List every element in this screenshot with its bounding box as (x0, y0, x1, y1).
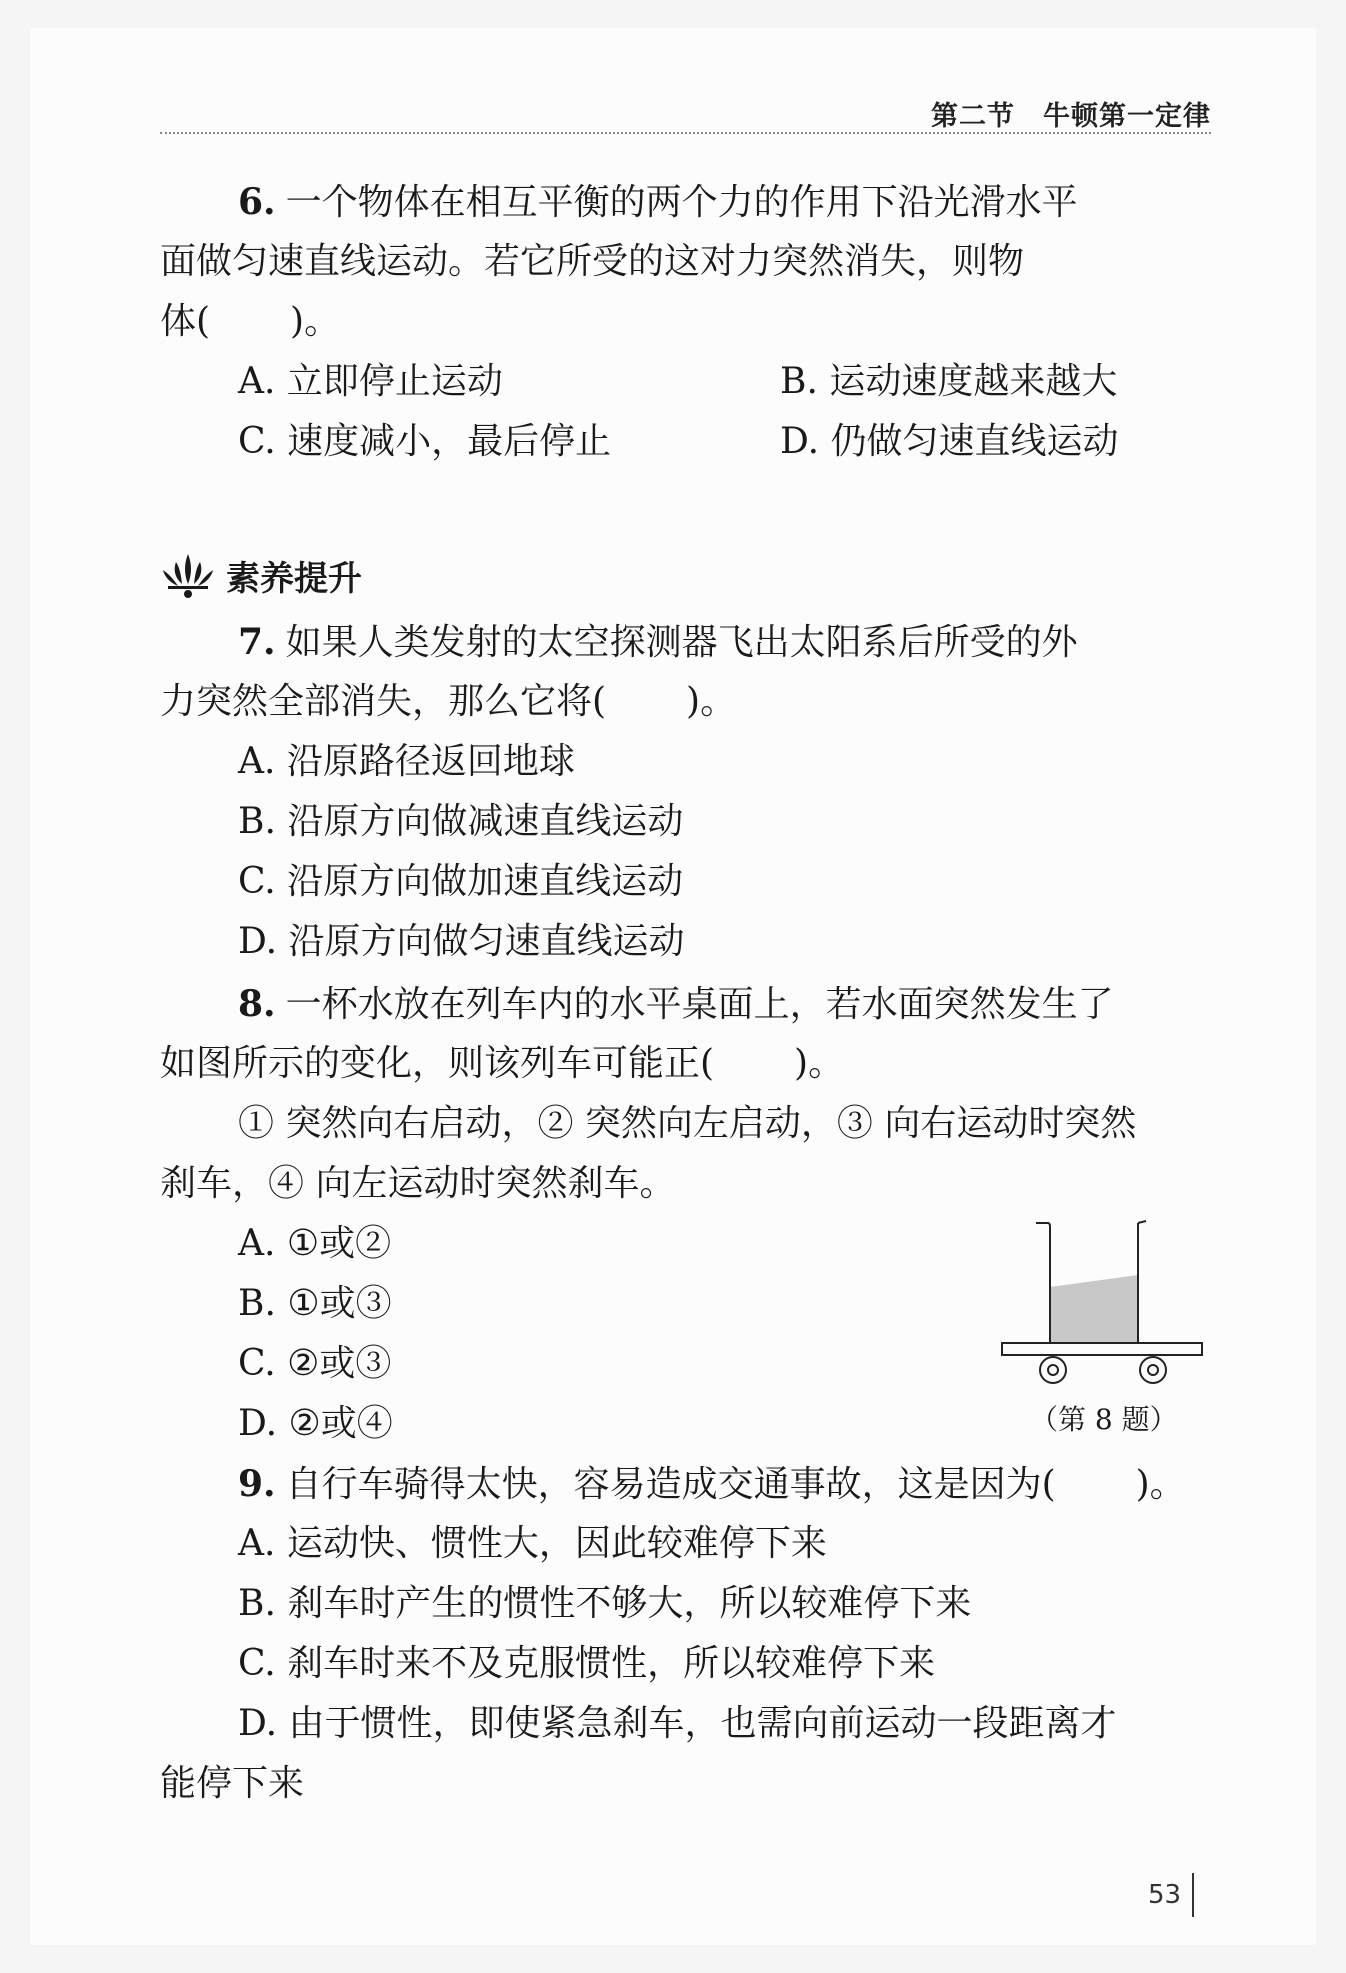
q7-stem-line-1 (238, 620, 1078, 665)
q8-option-b: B. ①或③ (238, 1283, 392, 1324)
q8-option-c: C. ②或③ (238, 1343, 392, 1384)
tilted-water (1050, 1275, 1138, 1343)
q9-option-c: C. 刹车时来不及克服惯性，所以较难停下来 (238, 1643, 936, 1684)
q6-option-c: C. 速度减小，最后停止 (238, 421, 612, 462)
q9-option-d: D. 由于惯性，即使紧急刹车，也需向前运动一段距离才 (238, 1703, 1117, 1744)
q6-option-a: A. 立即停止运动 (238, 361, 503, 402)
q6-text-1: 一个物体在相互平衡的两个力的作用下沿光滑水平 (285, 182, 1078, 223)
running-header: 第二节 牛顿第一定律 (931, 101, 1211, 132)
q8-stem-line-4: 刹车，④ 向左运动时突然刹车。 (160, 1163, 676, 1204)
q9-text-1b: )。 (1135, 1464, 1186, 1505)
section-title: 素养提升 (226, 558, 362, 599)
q9-stem-line-1 (238, 1462, 1186, 1507)
q7-text-2b: )。 (686, 681, 737, 722)
page-number: 53 (1148, 1880, 1182, 1910)
q8-stem-line-3: ① 突然向右启动，② 突然向左启动，③ 向右运动时突然 (238, 1103, 1137, 1144)
section-heading (160, 550, 362, 600)
q8-text-2a: 如图所示的变化，则该列车可能正( (160, 1043, 715, 1084)
q8-option-d: D. ②或④ (238, 1403, 393, 1444)
q7-option-c: C. 沿原方向做加速直线运动 (238, 861, 684, 902)
q7-stem-line-2 (160, 680, 736, 724)
beaker-on-cart-figure (998, 1215, 1208, 1395)
cart-platform (1002, 1343, 1202, 1355)
q6-text-3a: 体( (160, 301, 211, 342)
q6-stem-line-1 (238, 180, 1078, 225)
q9-option-a: A. 运动快、惯性大，因此较难停下来 (238, 1523, 827, 1564)
crown-icon (160, 550, 216, 600)
q9-text-1a: 自行车骑得太快，容易造成交通事故，这是因为( (285, 1464, 1056, 1505)
q6-text-3b: )。 (290, 301, 341, 342)
q9-number: 9. (238, 1463, 276, 1505)
q6-option-d: D. 仍做匀速直线运动 (780, 421, 1119, 462)
q8-number: 8. (238, 983, 276, 1025)
q9-option-b: B. 刹车时产生的惯性不够大，所以较难停下来 (238, 1583, 972, 1624)
q7-number: 7. (238, 621, 276, 663)
q7-text-1: 如果人类发射的太空探测器飞出太阳系后所受的外 (285, 622, 1078, 663)
q7-option-b: B. 沿原方向做减速直线运动 (238, 801, 684, 842)
q7-option-a: A. 沿原路径返回地球 (238, 741, 575, 782)
q8-text-1: 一杯水放在列车内的水平桌面上，若水面突然发生了 (285, 984, 1114, 1025)
q9-option-d-continued: 能停下来 (160, 1763, 305, 1804)
q8-text-2b: )。 (794, 1043, 845, 1084)
q6-number: 6. (238, 181, 276, 223)
q7-option-d: D. 沿原方向做匀速直线运动 (238, 921, 685, 962)
figure-caption: （第 8 题） (1030, 1403, 1178, 1436)
q6-option-b: B. 运动速度越来越大 (780, 361, 1118, 402)
q6-stem-line-3 (160, 300, 340, 344)
q8-stem-line-1 (238, 982, 1114, 1027)
page-number-bar (1192, 1873, 1194, 1917)
header-divider (160, 132, 1211, 134)
q8-stem-line-2 (160, 1042, 844, 1086)
q6-stem-line-2: 面做匀速直线运动。若它所受的这对力突然消失，则物 (160, 241, 1025, 282)
q8-option-a: A. ①或② (238, 1223, 392, 1264)
q7-text-2a: 力突然全部消失，那么它将( (160, 681, 607, 722)
